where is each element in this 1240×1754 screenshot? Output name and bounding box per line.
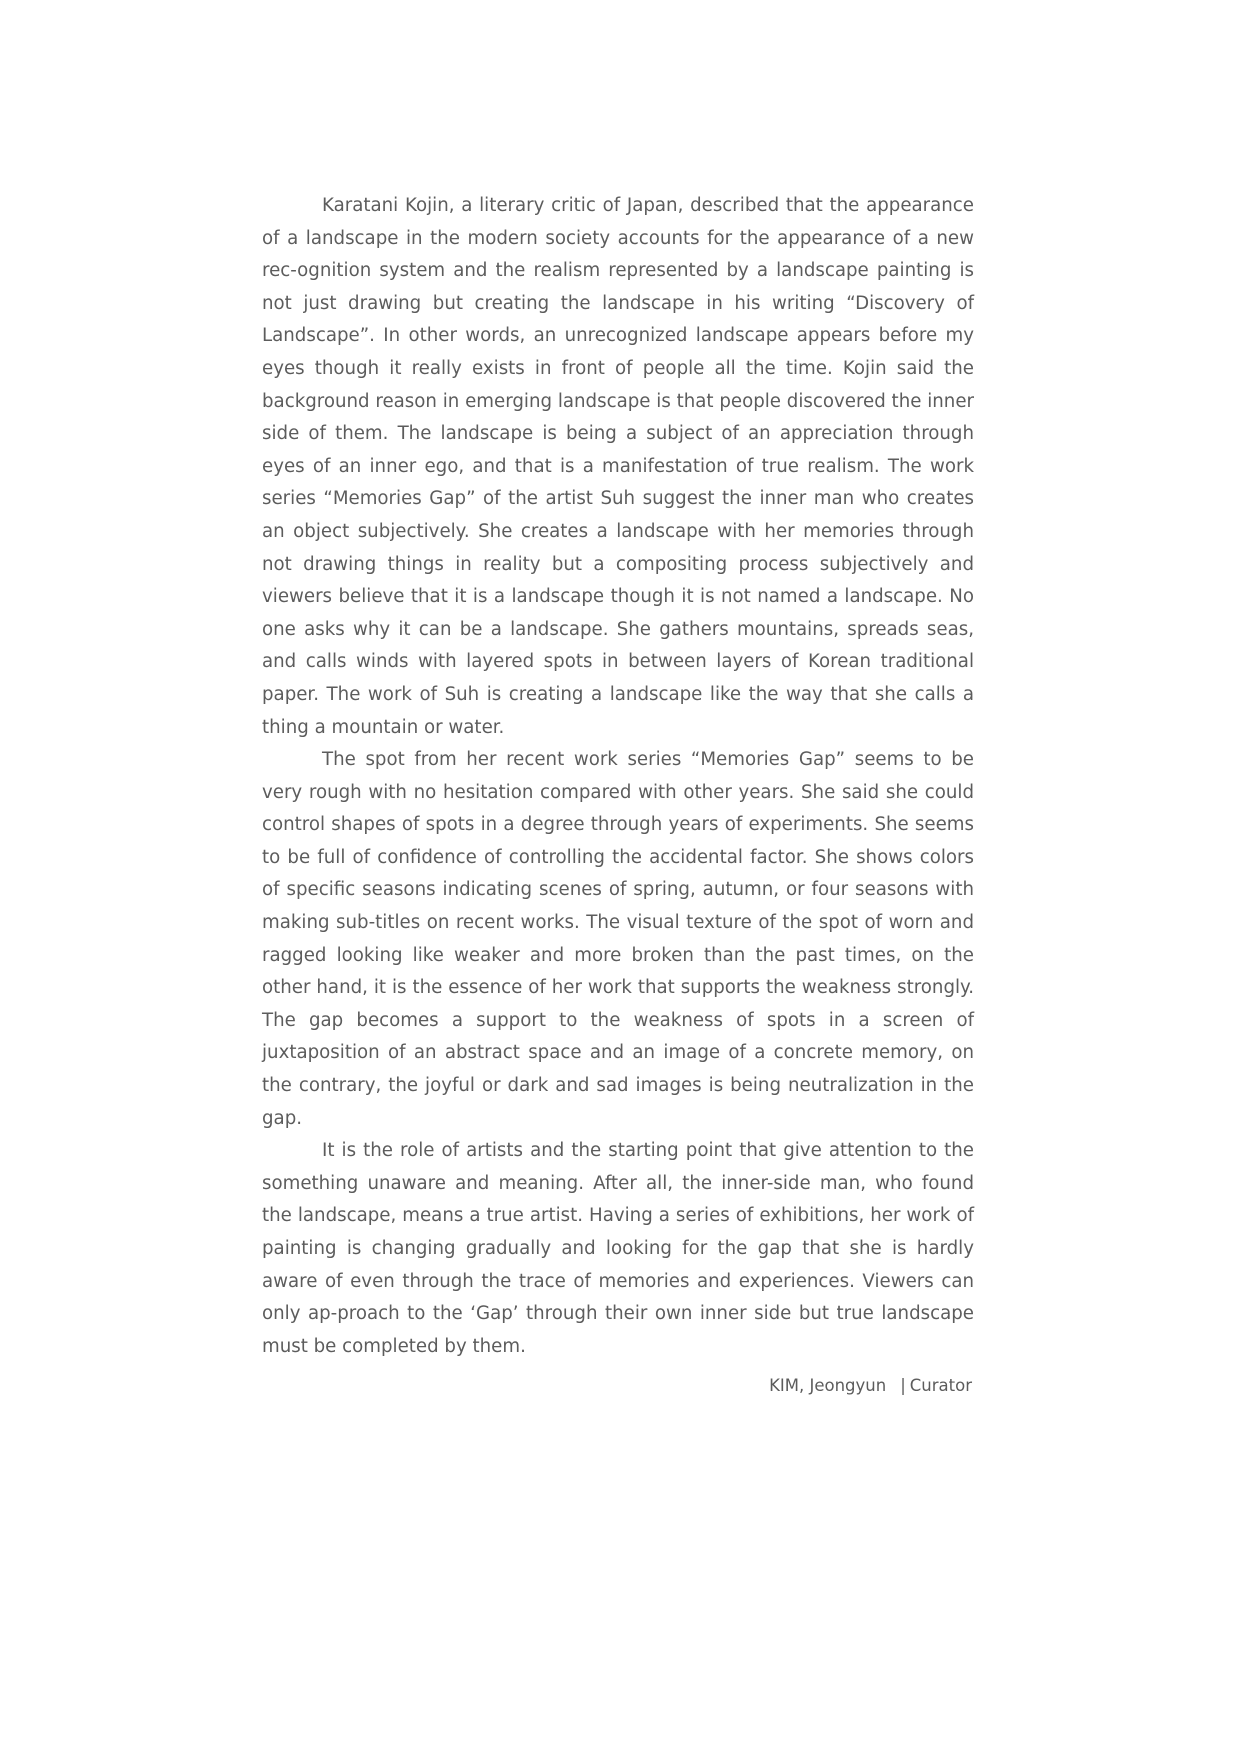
author-signature [769, 1372, 972, 1400]
essay-body [262, 190, 974, 1363]
signature-separator: | [900, 1376, 906, 1395]
author-name: KIM, Jeongyun [769, 1376, 887, 1395]
essay-paragraph-2: The spot from her recent work series “Memories Gap” seems to be very rough with no hesitation compared with other years. She said she could control shapes of spots in a degree through years of experiments. She seems to be full of confidence of controlling the accidental factor. She shows colors of specific seasons indicating scenes of spring, autumn, or four seasons with making sub-titles on recent works. The visual texture of the spot of worn and ragged looking like weaker and more broken than the past times, on the other hand, it is the essence of her work that supports the weakness strongly. The gap becomes a support to the weakness of spots in a screen of juxtaposition of an abstract space and an image of a concrete memory, on the contrary, the joyful or dark and sad images is being neutralization in the gap. [262, 749, 974, 1129]
essay-paragraph-3: It is the role of artists and the starting point that give attention to the something unaware and meaning. After all, the inner-side man, who found the landscape, means a true artist. Having a series of exhibitions, her work of painting is changing gradually and looking for the gap that she is hardly aware of even through the trace of memories and experiences. Viewers can only ap-proach to the ‘Gap’ through their own inner side but true landscape must be completed by them. [262, 1140, 974, 1357]
author-role: Curator [909, 1376, 972, 1395]
essay-paragraph-1: Karatani Kojin, a literary critic of Japan, described that the appearance of a landscape in the modern society accounts for the appearance of a new rec-ognition system and the realism represented by a landscape painting is not just drawing but creating the landscape in his writing “Discovery of Landscape”. In other words, an unrecognized landscape appears before my eyes though it really exists in front of people all the time. Kojin said the background reason in emerging landscape is that people discovered the inner side of them. The landscape is being a subject of an appreciation through eyes of an inner ego, and that is a manifestation of true realism. The work series “Memories Gap” of the artist Suh suggest the inner man who creates an object subjectively. She creates a landscape with her memories through not drawing things in reality but a compositing process subjectively and viewers believe that it is a landscape though it is not named a landscape. No one asks why it can be a landscape. She gathers mountains, spreads seas, and calls winds with layered spots in between layers of Korean traditional paper. The work of Suh is creating a landscape like the way that she calls a thing a mountain or water. [262, 195, 974, 738]
